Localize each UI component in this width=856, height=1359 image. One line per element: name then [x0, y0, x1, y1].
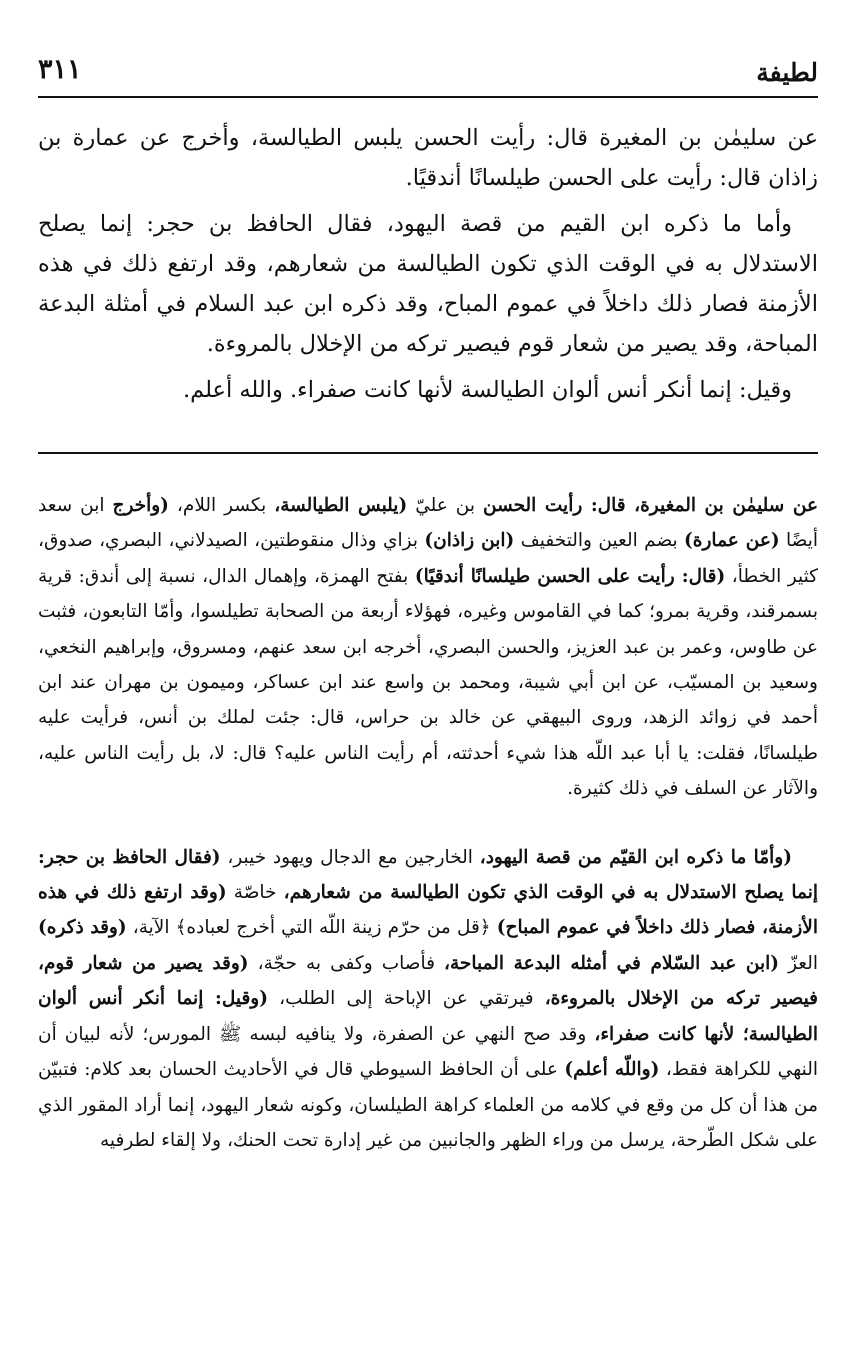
- quoted-text: (وأخرج: [112, 495, 169, 516]
- quoted-text: (يلبس الطيالسة،: [274, 495, 408, 516]
- commentary-text: فأصاب وكفى به حجّة،: [248, 952, 445, 974]
- quoted-text: (قال: رأيت على الحسن طيلسانًا أندقيًا): [414, 565, 726, 587]
- quoted-text: (ابن عبد السّلام في أمثله البدعة المباحة،: [444, 952, 780, 974]
- quoted-text: (وقد ذكره): [38, 917, 127, 939]
- quoted-text: عن سليمٰن بن المغيرة، قال: رأيت الحسن: [483, 495, 818, 516]
- commentary-text: العزّ: [779, 952, 818, 974]
- page-header: [38, 50, 818, 96]
- commentary-text: ﴿قل من حرّم زينة اللّه التي أخرج لعباده﴾ الآية،: [126, 917, 497, 939]
- quoted-text: (عن عمارة): [684, 530, 780, 552]
- main-text-paragraph: وقيل: إنما أنكر أنس ألوان الطيالسة لأنها كانت صفراء. والله أعلم.: [182, 377, 792, 403]
- commentary-text: ابن سعد أيضًا: [38, 495, 818, 552]
- quoted-text: (وقد ارتفع ذلك في هذه الأزمنة، فصار ذلك داخلاً في عموم المباح): [38, 882, 818, 939]
- main-text: [38, 118, 818, 410]
- commentary-text: بفتح الهمزة، وإهمال الدال، نسبة إلى أندق: قرية بسمرقند، وقرية بمرو؛ كما في القاموس وغيره، فهؤلاء أربعة من الصحابة تطيلسوا، وأمّا التابعون، فثبت عن طاوس، وعمر بن عبد العزيز، والحسن البصري، أخرجه ابن سعد عنهم، ومسروق، وإبراهيم النخعي، وسعيد بن المسيّب، عن ابن أبي شيبة، ومحمد بن واسع عند ابن عساكر، وميمون بن مهران عند ابن أحمد في زوائد الزهد، وروى البيهقي عن خالد بن حراس، قال: جئت لملك بن أنس، فرأيت عليه طيلسانًا، فقلت: يا أبا عبد اللّه هذا شيء أحدثته، أم رأيت الناس عليه؟ قال: لا، بل رأيت الناس عليه، والآثار عن السلف في ذلك كثيرة.: [38, 565, 818, 800]
- commentary-text: على أن الحافظ السيوطي قال في الأحاديث الحسان بعد كلام: فتبيّن من هذا أن كل من وقع في كلامه من العلماء كراهة الطيلسان، وكونه شعار اليهود، إنما أراد المقور الذي على شكل الطّرحة، يرسل من وراء الظهر والجانبين من غير إدارة تحت الحنك، ولا إلقاء لطرفيه: [38, 1059, 818, 1151]
- commentary-text: فيرتقي عن الإباحة إلى الطلب،: [267, 988, 545, 1010]
- main-text-paragraph: وأما ما ذكره ابن القيم من قصة اليهود، فقال الحافظ بن حجر: إنما يصلح الاستدلال به في الوقت الذي تكون الطيالسة من شعارهم، وقد ارتفع ذلك في هذه الأزمنة فصار ذلك داخلاً في عموم المباح، وقد ذكره ابن عبد السلام في أمثلة البدعة المباحة، وقد يصير من شعار قوم فيصير تركه من الإخلال بالمروءة.: [38, 211, 818, 357]
- commentary-paragraph: [38, 840, 818, 1159]
- commentary-paragraph: [38, 488, 818, 807]
- main-text-paragraph: عن سليمٰن بن المغيرة قال: رأيت الحسن يلبس الطيالسة، وأخرج عن عمارة بن زاذان قال: رأيت على الحسن طيلسانًا أندقيًا.: [38, 125, 818, 191]
- commentary-text: وقد صح النهي عن الصفرة، ولا ينافيه لبسه ﷺ المورس؛ لأنه لبيان أن النهي للكراهة فقط،: [38, 1023, 818, 1081]
- quoted-text: (فقال الحافظ بن حجر: إنما يصلح الاستدلال به في الوقت الذي تكون الطيالسة من شعارهم،: [38, 846, 818, 904]
- commentary-text: خاصّة: [226, 882, 284, 904]
- running-title: لطيفة: [756, 58, 818, 87]
- quoted-text: (واللّه أعلم): [564, 1059, 660, 1081]
- commentary-text: بضم العين والتخفيف: [514, 530, 685, 552]
- quoted-text: (ابن زاذان): [424, 530, 515, 552]
- commentary-text: الخارجين مع الدجال ويهود خيبر،: [220, 846, 480, 868]
- quoted-text: (وقيل: إنما أنكر أنس ألوان الطيالسة؛ لأنها كانت صفراء،: [38, 988, 819, 1045]
- commentary: [38, 488, 818, 1158]
- quoted-text: (وأمّا ما ذكره ابن القيّم من قصة اليهود،: [479, 846, 792, 868]
- commentary-text: بزاي وذال منقوطتين، الصيدلاني، البصري، صدوق، كثير الخطأ،: [38, 530, 818, 587]
- page-number: ٣١١: [38, 54, 82, 85]
- commentary-text: بكسر اللام،: [168, 495, 275, 516]
- header-rule: [38, 96, 818, 98]
- section-divider: [38, 452, 818, 454]
- quoted-text: (وقد يصير من شعار قوم، فيصير تركه من الإخلال بالمروءة،: [38, 952, 819, 1010]
- commentary-text: بن عليّ: [407, 495, 484, 516]
